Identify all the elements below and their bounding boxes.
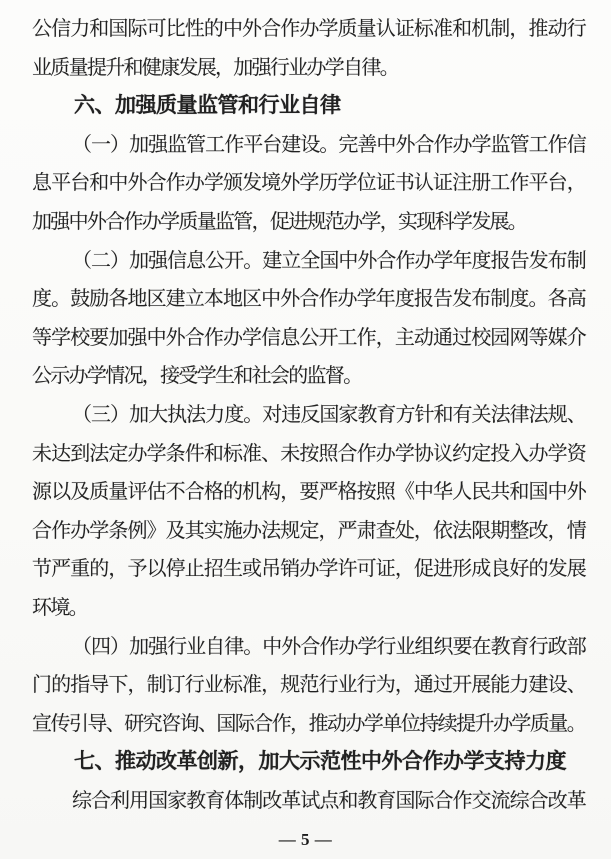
text-line: 等学校要加强中外合作办学信息公开工作，主动通过校园网等媒介 — [32, 326, 585, 349]
section-heading — [32, 87, 585, 126]
text-line: 源以及质量评估不合格的机构，要严格按照《中华人民共和国中外 — [32, 481, 585, 504]
text-line: 公示办学情况，接受学生和社会的监督。 — [32, 365, 362, 388]
text-line: 息平台和中外合作办学颁发境外学历学位证书认证注册工作平台， — [32, 172, 585, 195]
text-line: 合作办学条例》及其实施办法规定，严肃查处，依法限期整改，情 — [32, 519, 585, 542]
text-line: 节严重的，予以停止招生或吊销办学许可证，促进形成良好的发展 — [32, 558, 585, 581]
text-line: （三）加大执法力度。对违反国家教育方针和有关法律法规、 — [72, 403, 585, 426]
text-line: 宣传引导、研究咨询、国际合作，推动办学单位持续提升办学质量。 — [32, 712, 585, 735]
document-body — [32, 10, 585, 820]
text-line: （一）加强监管工作平台建设。完善中外合作办学监管工作信 — [72, 133, 585, 156]
paragraph — [32, 628, 585, 744]
paragraph — [32, 126, 585, 242]
text-line: （四）加强行业自律。中外合作办学行业组织要在教育行政部 — [72, 635, 585, 658]
text-line: 门的指导下，制订行业标准，规范行业行为，通过开展能力建设、 — [32, 674, 585, 697]
text-line: （二）加强信息公开。建立全国中外合作办学年度报告发布制 — [72, 249, 585, 272]
page-number: — 5 — — [278, 830, 333, 849]
text-line: 公信力和国际可比性的中外合作办学质量认证标准和机制，推动行 — [32, 18, 585, 40]
text-line: 加强中外合作办学质量监管，促进规范办学，实现科学发展。 — [32, 210, 527, 233]
paragraph — [32, 10, 585, 87]
text-line: 环境。 — [32, 596, 87, 619]
text-line: 未达到法定办学条件和标准、未按照合作办学协议约定投入办学资 — [32, 442, 585, 465]
text-line: 综合利用国家教育体制改革试点和教育国际合作交流综合改革 — [72, 789, 585, 812]
section-heading — [32, 743, 585, 782]
text-line: 七、推动改革创新，加大示范性中外合作办学支持力度 — [74, 750, 566, 774]
text-line: 六、加强质量监管和行业自律 — [74, 94, 341, 118]
text-line: 业质量提升和健康发展，加强行业办学自律。 — [32, 56, 398, 79]
paragraph — [32, 396, 585, 628]
paragraph — [32, 782, 585, 821]
paragraph — [32, 242, 585, 396]
text-line: 度。鼓励各地区建立本地区中外合作办学年度报告发布制度。各高 — [32, 288, 585, 311]
